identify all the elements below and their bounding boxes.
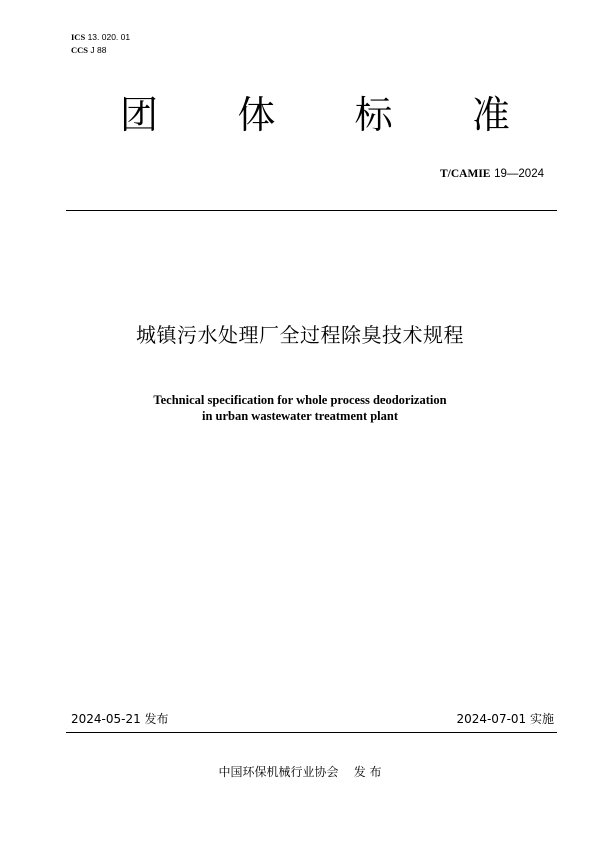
top-divider	[66, 210, 557, 211]
effective-date: 2024-07-01 实施	[456, 712, 554, 726]
standard-type-char: 准	[471, 93, 510, 137]
standard-type-heading	[120, 92, 510, 138]
standard-number-suffix: 19—2024	[494, 168, 544, 180]
standard-type-char: 团	[120, 93, 159, 137]
ccs-code: J 88	[90, 45, 107, 55]
ccs-label: CCS	[71, 45, 89, 55]
ics-code: 13. 020. 01	[87, 32, 131, 42]
english-title-line-2: in urban wastewater treatment plant	[201, 409, 399, 423]
standard-type-char: 标	[354, 93, 393, 137]
bottom-divider	[66, 732, 557, 733]
publisher-line: 中国环保机械行业协会 发 布	[218, 765, 382, 779]
ics-label: ICS	[71, 32, 86, 42]
standard-number-prefix: T/CAMIE	[439, 168, 491, 180]
standard-type-char: 体	[237, 93, 276, 137]
english-title-line-1: Technical specification for whole process deodorization	[153, 393, 447, 407]
publish-date: 2024-05-21 发布	[71, 712, 169, 726]
ics-code-line	[71, 32, 130, 43]
ccs-code-line	[71, 45, 106, 56]
chinese-title: 城镇污水处理厂全过程除臭技术规程	[136, 323, 464, 347]
standard-number	[440, 166, 544, 181]
